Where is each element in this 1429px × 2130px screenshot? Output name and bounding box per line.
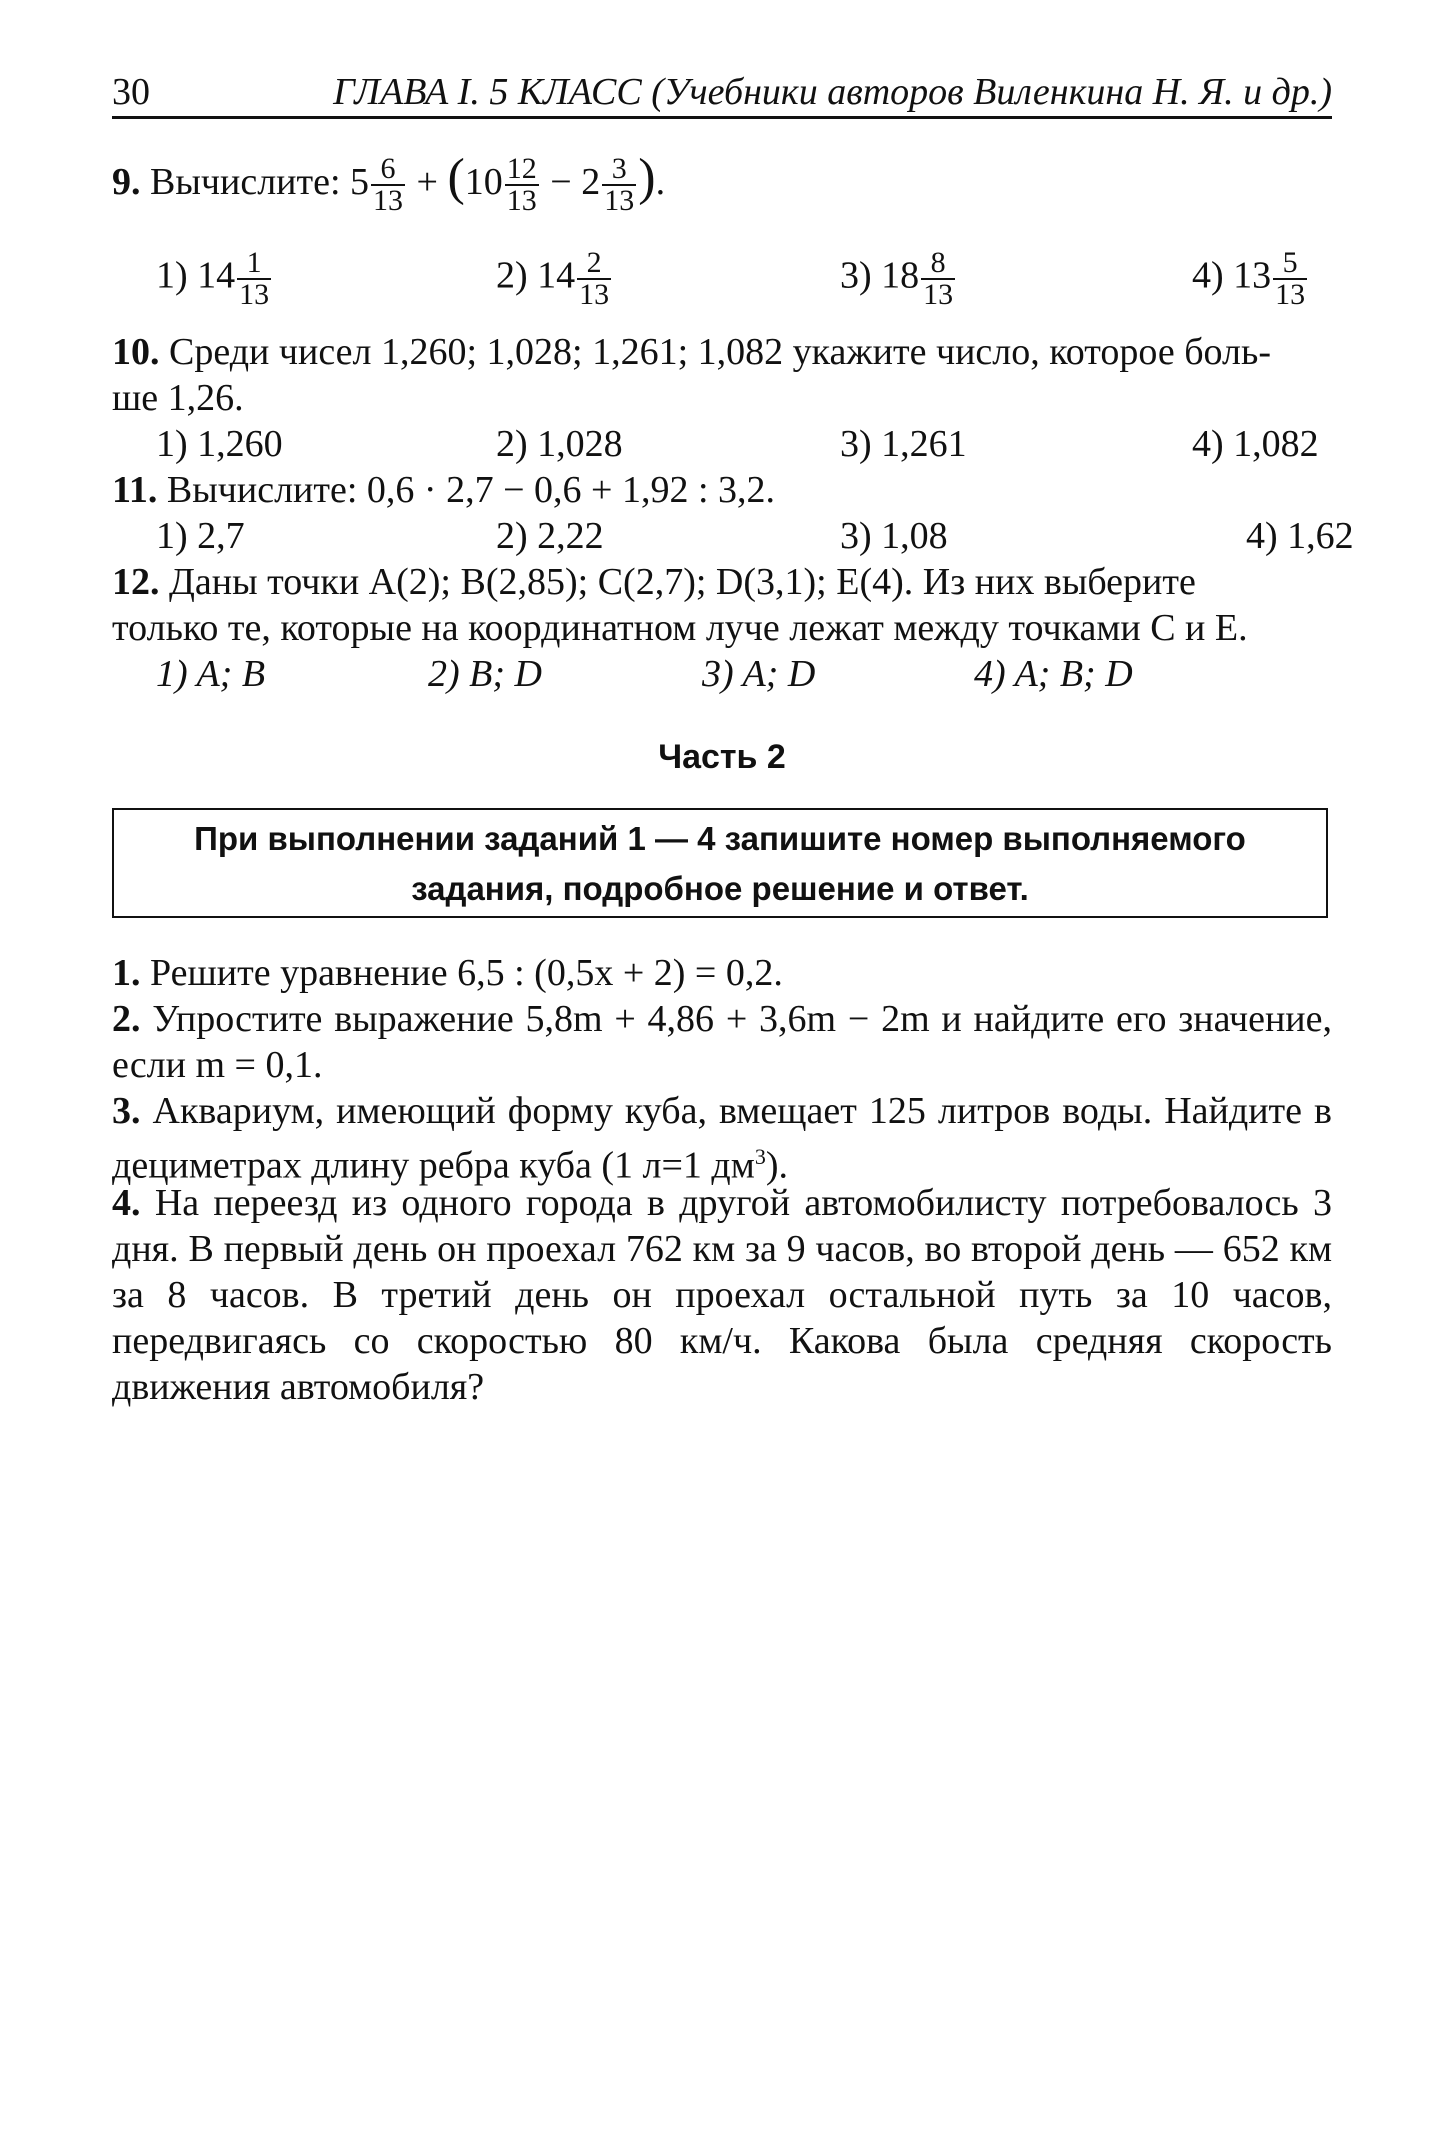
option-label: 2) [496, 254, 528, 297]
paren-close: ) [638, 149, 656, 206]
option-2 [496, 248, 613, 310]
option-label: 1) [156, 254, 188, 297]
task-text: Аквариум, имеющий форму куба, вмещает 125 литров воды. Найдите в дециметрах длину ребра куба (1 л=1 дм [112, 1090, 1332, 1187]
fraction [1273, 248, 1307, 310]
option-1: 1) A; B [156, 653, 266, 695]
question-number: 12. [112, 561, 160, 603]
question-text-cont: только те, которые на координатном луче лежат между точками C и E. [112, 607, 1248, 649]
option-1: 1) 2,7 [156, 515, 245, 557]
task-text: Упростите выражение 5,8m + 4,86 + 3,6m − 2m и найдите его значение, если m = 0,1. [112, 998, 1333, 1086]
question-11 [112, 468, 775, 512]
instruction-box [112, 808, 1328, 918]
running-title: ГЛАВА I. 5 КЛАСС (Учебники авторов Виленкина Н. Я. и др.) [333, 71, 1332, 113]
task-2 [112, 996, 1332, 1088]
numerator: 8 [921, 248, 955, 280]
fraction [577, 248, 611, 310]
mixed-whole: 14 [197, 254, 236, 297]
task-text-tail: ). [765, 1144, 788, 1187]
denominator: 13 [1275, 278, 1306, 311]
question-text: Вычислите: [150, 161, 341, 203]
option-1 [156, 248, 273, 310]
task-1 [112, 950, 1332, 996]
option-4: 4) 1,082 [1192, 423, 1319, 465]
paren-open: ( [447, 149, 465, 206]
fraction [921, 248, 955, 310]
fraction [371, 154, 405, 216]
denominator: 13 [239, 278, 270, 311]
question-text: Даны точки A(2); B(2,85); C(2,7); D(3,1); E(4). Из них выберите [169, 561, 1196, 603]
instruction-line: При выполнении заданий 1 — 4 запишите номер выполняемого [194, 820, 1246, 857]
header-rule [112, 116, 1332, 119]
mixed-whole: 14 [537, 254, 576, 297]
page-number: 30 [112, 71, 150, 113]
denominator: 13 [579, 278, 610, 311]
option-3: 3) A; D [702, 653, 816, 695]
numerator: 12 [506, 152, 537, 186]
question-number: 10. [112, 331, 160, 373]
superscript: 3 [754, 1144, 766, 1169]
running-header [112, 70, 1332, 116]
operator: − [550, 161, 572, 203]
option-4 [1192, 248, 1309, 310]
fraction [602, 154, 636, 216]
numerator: 5 [1273, 248, 1307, 280]
task-3 [112, 1088, 1332, 1189]
question-text: Вычислите: 0,6 · 2,7 − 0,6 + 1,92 : 3,2. [166, 469, 775, 511]
task-4 [112, 1180, 1332, 1410]
denominator: 13 [923, 278, 954, 311]
option-3 [840, 248, 957, 310]
task-text: Решите уравнение 6,5 : (0,5x + 2) = 0,2. [150, 952, 783, 994]
option-3: 3) 1,261 [840, 423, 967, 465]
denominator: 13 [604, 184, 635, 218]
numerator: 3 [602, 154, 636, 186]
denominator: 13 [506, 184, 537, 218]
denominator: 13 [373, 184, 404, 218]
operator: + [416, 161, 438, 203]
instruction-line: задания, подробное решение и ответ. [411, 870, 1029, 907]
mixed-whole: 2 [581, 161, 601, 203]
question-text-cont: ше 1,26. [112, 377, 244, 419]
option-label: 3) [840, 254, 872, 297]
option-3: 3) 1,08 [840, 515, 948, 557]
option-4: 4) 1,62 [1246, 515, 1354, 557]
mixed-whole: 18 [881, 254, 920, 297]
option-4: 4) A; B; D [974, 653, 1133, 695]
option-2: 2) 2,22 [496, 515, 604, 557]
numerator: 1 [237, 248, 271, 280]
option-1: 1) 1,260 [156, 423, 283, 465]
task-number: 3. [112, 1090, 141, 1132]
fraction [505, 154, 539, 216]
task-text: На переезд из одного города в другой автомобилисту потребовалось 3 дня. В первый день он проехал 762 км за 9 часов, во второй день — 652 км за 8 часов. В третий день он проехал остальной путь за 10 часов, передвигаясь со скоростью 80 км/ч. Какова была средняя скорость движения автомобиля? [112, 1182, 1333, 1408]
question-number: 11. [112, 469, 158, 511]
option-2: 2) B; D [428, 653, 542, 695]
numerator: 2 [577, 248, 611, 280]
fraction [237, 248, 271, 310]
mixed-whole: 5 [350, 161, 370, 203]
mixed-whole: 10 [464, 161, 503, 203]
question-text: Среди чисел 1,260; 1,028; 1,261; 1,082 укажите число, которое боль- [169, 331, 1271, 373]
task-number: 4. [112, 1182, 141, 1224]
numerator: 6 [371, 154, 405, 186]
question-10 [112, 330, 1271, 374]
question-9: 9. Вычислите: 5 $\frac{6}{13}$ + (10 $\frac{12}{13}$ − 2 $\frac{3}{13}$ ). [112, 149, 666, 218]
option-label: 4) [1192, 254, 1224, 297]
task-number: 1. [112, 952, 141, 994]
question-12 [112, 560, 1196, 604]
task-number: 2. [112, 998, 141, 1040]
section-heading: Часть 2 [658, 738, 786, 776]
mixed-whole: 13 [1233, 254, 1272, 297]
option-2: 2) 1,028 [496, 423, 623, 465]
question-number: 9. [112, 161, 141, 203]
